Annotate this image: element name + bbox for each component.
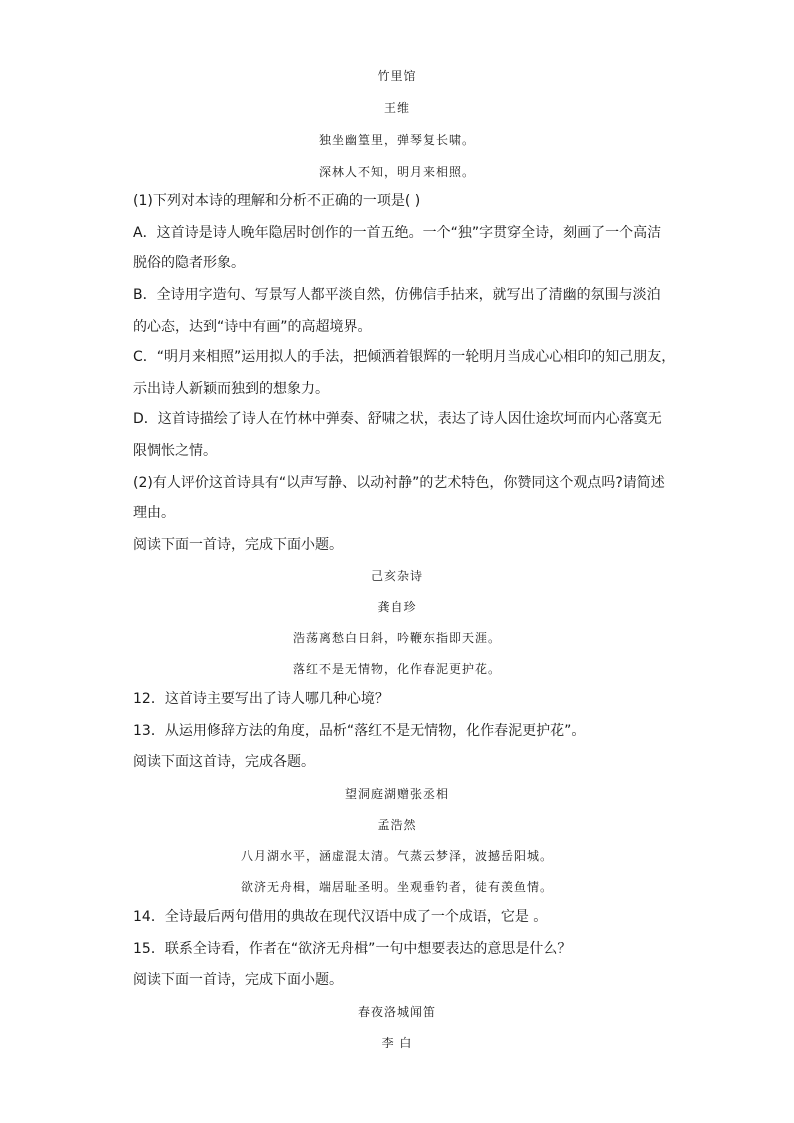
poem1-title: 竹里馆 [377,69,417,83]
reading-instruction: 阅读下面一首诗，完成下面小题。 [133,972,343,988]
poem3-line: 八月湖水平，涵虚混太清。气蒸云梦泽，波撼岳阳城。 [240,849,553,863]
option-c-cont: 示出诗人新颖而独到的想象力。 [133,381,329,397]
reading-instruction: 阅读下面这首诗，完成各题。 [133,754,315,770]
option-d: D．这首诗描绘了诗人在竹林中弹奏、舒啸之状，表达了诗人因仕途坎坷而内心落寞无 [133,411,662,427]
poem4-author: 李 白 [381,1036,413,1050]
option-b: B．全诗用字造句、写景写人都平淡自然，仿佛信手拈来，就写出了清幽的氛围与淡泊 [133,287,661,303]
poem1-line: 独坐幽篁里，弹琴复长啸。 [318,133,475,147]
question-14: 14．全诗最后两句借用的典故在现代汉语中成了一个成语，它是 。 [133,909,548,925]
poem3-line: 欲济无舟楫，端居耻圣明。坐观垂钓者，徒有羡鱼情。 [240,880,553,894]
question-12: 12．这首诗主要写出了诗人哪几种心境？ [133,691,389,707]
question-15: 15．联系全诗看，作者在“欲济无舟楫”一句中想要表达的意思是什么？ [133,941,572,957]
option-b-cont: 的心态，达到“诗中有画”的高超境界。 [133,319,372,335]
poem3-author: 孟浩然 [377,818,417,832]
question-2: (2)有人评价这首诗具有“以声写静、以动衬静”的艺术特色，你赞同这个观点吗?请简述 [133,475,665,491]
poem4-title: 春夜洛城闻笛 [357,1005,436,1019]
option-a: A．这首诗是诗人晚年隐居时创作的一首五绝。一个“独”字贯穿全诗，刻画了一个高洁 [133,225,662,241]
poem2-line: 浩荡离愁白日斜，吟鞭东指即天涯。 [292,631,501,645]
question-1-prompt: (1)下列对本诗的理解和分析不正确的一项是( ) [133,193,421,209]
question-2-cont: 理由。 [133,505,175,521]
option-a-cont: 脱俗的隐者形象。 [133,255,245,271]
poem1-author: 王维 [383,101,410,115]
poem2-title: 己亥杂诗 [370,569,423,583]
poem3-title: 望洞庭湖赠张丞相 [344,787,449,801]
poem2-line: 落红不是无情物，化作春泥更护花。 [292,662,501,676]
poem1-line: 深林人不知，明月来相照。 [318,165,475,179]
option-d-cont: 限惆怅之情。 [133,443,217,459]
poem2-author: 龚自珍 [377,600,417,614]
question-13: 13．从运用修辞方法的角度，品析“落红不是无情物，化作春泥更护花”。 [133,723,586,739]
option-c: C．“明月来相照”运用拟人的手法，把倾洒着银辉的一轮明月当成心心相印的知己朋友， [133,349,676,365]
reading-instruction: 阅读下面一首诗，完成下面小题。 [133,537,343,553]
